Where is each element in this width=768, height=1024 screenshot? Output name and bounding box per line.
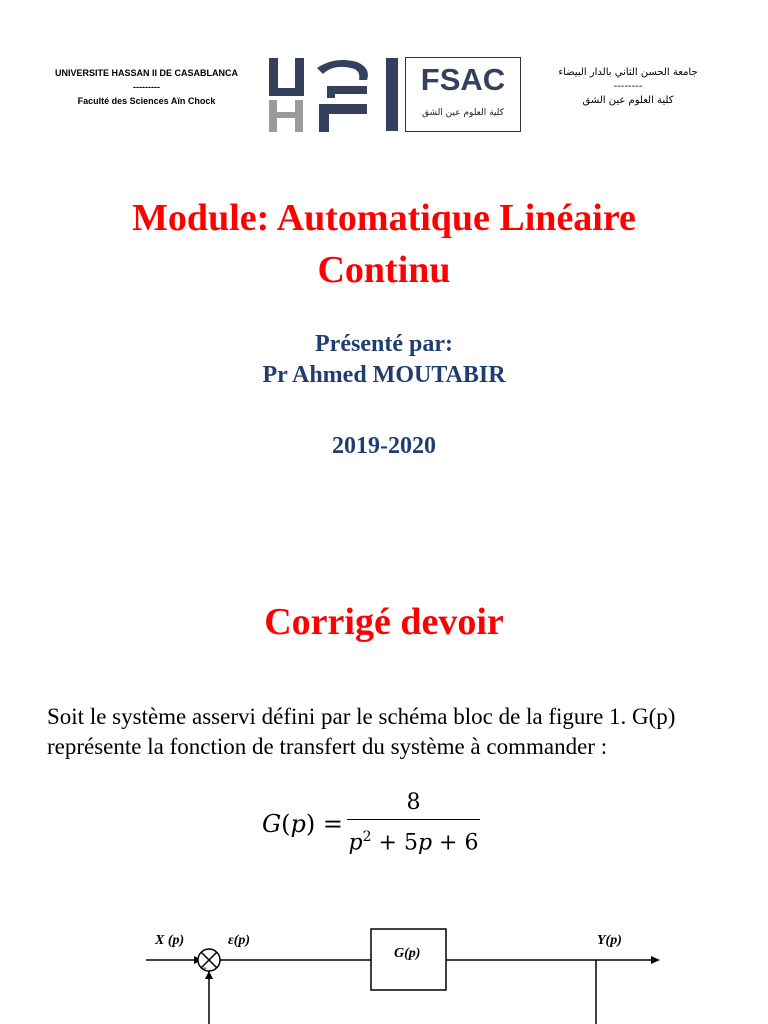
presenter-block	[40, 329, 728, 391]
presented-by-label: Présenté par:	[315, 331, 453, 357]
fsac-logo-arabic: كلية العلوم عين الشق	[422, 108, 504, 118]
module-title-line1: Module: Automatique Linéaire	[132, 197, 636, 239]
presenter-name: Pr Ahmed MOUTABIR	[262, 362, 506, 388]
logo-divider-bar	[386, 58, 398, 131]
output-label: Y(p)	[597, 933, 622, 948]
module-title	[40, 192, 728, 296]
formula-fraction	[347, 788, 480, 856]
formula-denominator: $p^2 + 5p + 6$	[348, 829, 479, 856]
section-title: Corrigé devoir	[264, 601, 504, 643]
fraction-bar	[347, 819, 480, 820]
university-name-fr	[44, 66, 249, 108]
svg-text:-: -	[203, 961, 207, 974]
academic-year: 2019-2020	[332, 433, 436, 459]
problem-statement: Soit le système asservi défini par le schéma bloc de la figure 1. G(p) représente la fonction de transfert du système à commander :	[47, 704, 676, 759]
header-separator-ar: --------	[613, 81, 643, 92]
university-title-ar: جامعة الحسن الثاني بالدار البيضاء	[558, 67, 698, 78]
summing-junction	[198, 949, 220, 974]
fsac-logo-text: FSAC	[420, 62, 506, 97]
formula-numerator: 8	[406, 790, 421, 815]
output-arrowhead	[651, 956, 660, 964]
faculty-name-ar: كلية العلوم عين الشق	[582, 95, 674, 106]
error-label: ε(p)	[228, 933, 251, 948]
formula-lhs: G(p) =	[262, 810, 344, 838]
module-title-line2: Continu	[317, 249, 451, 291]
fsac-logo	[405, 57, 521, 132]
block-diagram	[0, 900, 768, 1024]
faculty-name: Faculté des Sciences Aïn Chock	[77, 96, 216, 106]
university-title: UNIVERSITE HASSAN II DE CASABLANCA	[54, 68, 238, 78]
university-name-ar	[528, 66, 728, 108]
uh2c-logo	[267, 58, 379, 132]
header-separator: ---------	[133, 82, 160, 92]
input-label: X (p)	[155, 933, 185, 948]
block-label: G(p)	[394, 946, 421, 961]
